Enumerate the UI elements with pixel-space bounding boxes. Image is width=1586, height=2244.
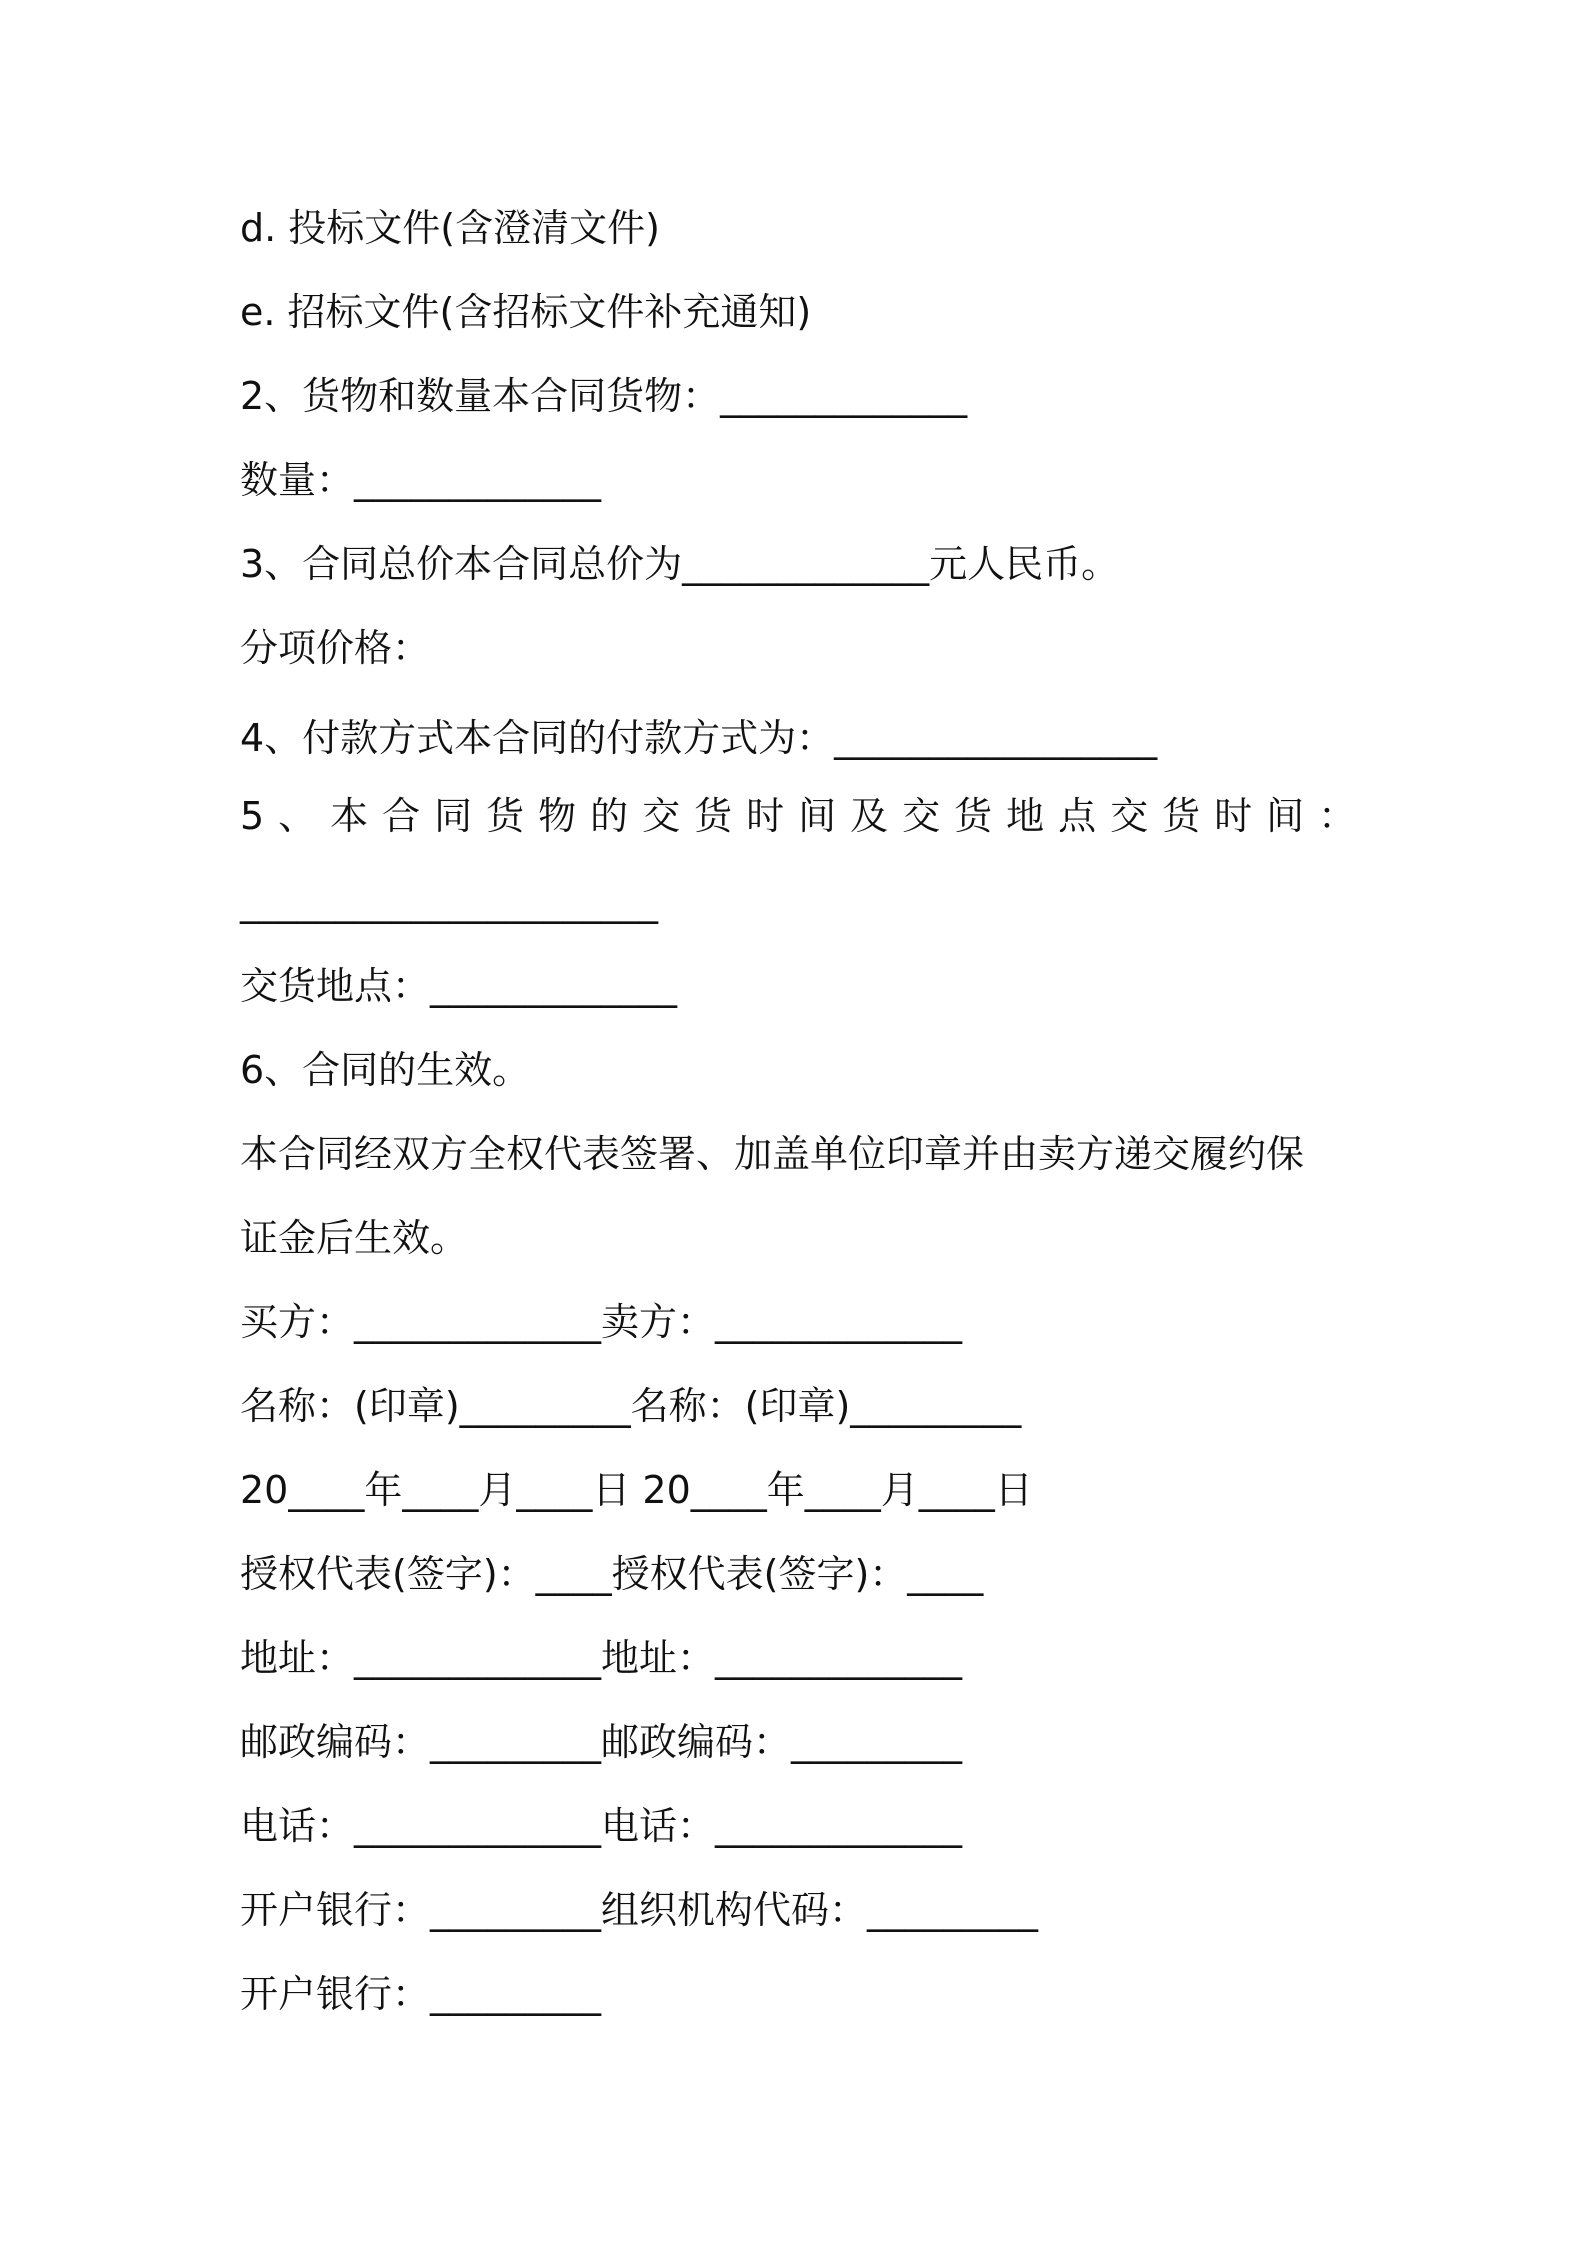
clause-2-goods: 2、货物和数量本合同货物：_____________ bbox=[240, 374, 968, 418]
effectiveness-text-2: 证金后生效。 bbox=[240, 1216, 469, 1260]
phone-line: 电话：_____________电话：_____________ bbox=[240, 1804, 963, 1848]
delivery-place-line: 交货地点：_____________ bbox=[240, 964, 678, 1008]
delivery-time-blank: ______________________ bbox=[240, 880, 658, 924]
address-line: 地址：_____________地址：_____________ bbox=[240, 1636, 963, 1680]
itemized-price-line: 分项价格： bbox=[240, 626, 431, 670]
clause-d-bid-documents: d. 投标文件(含澄清文件) bbox=[240, 206, 660, 250]
date-line: 20____年____月____日 20____年____月____日 bbox=[240, 1468, 1033, 1512]
clause-5-delivery: 5、本合同货物的交货时间及交货地点交货时间： bbox=[240, 794, 1371, 838]
postal-code-line: 邮政编码：_________邮政编码：_________ bbox=[240, 1720, 963, 1764]
clause-6-effectiveness: 6、合同的生效。 bbox=[240, 1048, 531, 1092]
bank-line: 开户银行：_________ bbox=[240, 1972, 602, 2016]
clause-e-tender-documents: e. 招标文件(含招标文件补充通知) bbox=[240, 290, 812, 334]
authorized-rep-line: 授权代表(签字)：____授权代表(签字)：____ bbox=[240, 1552, 984, 1596]
effectiveness-text-1: 本合同经双方全权代表签署、加盖单位印章并由卖方递交履约保 bbox=[240, 1132, 1305, 1176]
buyer-seller-line: 买方：_____________卖方：_____________ bbox=[240, 1300, 963, 1344]
bank-org-code-line: 开户银行：_________组织机构代码：_________ bbox=[240, 1888, 1039, 1932]
clause-3-total-price: 3、合同总价本合同总价为_____________元人民币。 bbox=[240, 542, 1120, 586]
quantity-line: 数量：_____________ bbox=[240, 458, 602, 502]
name-seal-line: 名称：(印章)_________名称：(印章)_________ bbox=[240, 1384, 1022, 1428]
clause-4-payment: 4、付款方式本合同的付款方式为：_________________ bbox=[240, 716, 1158, 760]
